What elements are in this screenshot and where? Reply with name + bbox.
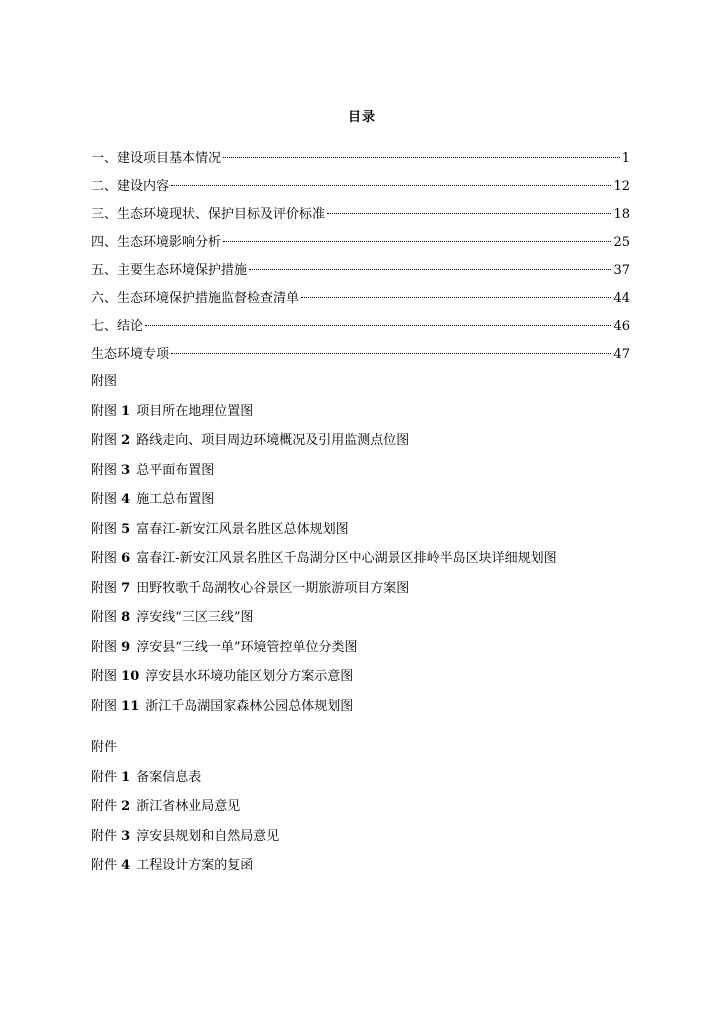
toc-leader-dots (171, 185, 611, 186)
attachment-item[interactable] (91, 827, 651, 857)
toc-entry[interactable] (91, 149, 630, 177)
toc-entry-page: 25 (613, 235, 630, 250)
figure-title: 施工总布置图 (136, 492, 215, 507)
toc-entry-label: 二、建设内容 (91, 179, 170, 194)
attachment-number: 1 (121, 769, 131, 785)
figure-number: 10 (121, 669, 140, 684)
figure-title: 淳安县“三线一单”环境管控单位分类图 (136, 639, 358, 655)
toc-leader-dots (223, 157, 620, 158)
attachment-item[interactable] (91, 856, 651, 886)
figure-item[interactable] (91, 549, 651, 579)
toc-leader-dots (145, 325, 611, 326)
figure-prefix: 附图 (91, 433, 118, 448)
toc-entry-page: 1 (621, 151, 630, 166)
figure-number: 8 (121, 610, 131, 625)
toc-leader-dots (301, 297, 611, 298)
toc-entry-label: 一、建设项目基本情况 (91, 151, 222, 166)
figure-title: 富春江-新安江风景名胜区千岛湖分区中心湖景区排岭半岛区块详细规划图 (136, 551, 557, 566)
attachment-item[interactable] (91, 797, 651, 827)
toc-entry-page: 18 (613, 207, 630, 222)
toc-entry[interactable] (91, 289, 630, 317)
figure-prefix: 附图 (91, 551, 118, 566)
toc-leader-dots (249, 269, 611, 270)
figure-prefix: 附图 (91, 492, 118, 507)
figure-prefix: 附图 (91, 580, 118, 596)
figure-title: 田野牧歌千岛湖牧心谷景区一期旅游项目方案图 (136, 580, 410, 596)
toc-entry-page: 37 (613, 263, 630, 278)
toc-leader-dots (223, 241, 611, 242)
attachment-item[interactable] (91, 768, 651, 798)
figure-prefix: 附图 (91, 462, 118, 478)
figure-title: 项目所在地理位置图 (136, 403, 254, 419)
figure-number: 11 (121, 698, 140, 714)
figure-item[interactable] (91, 697, 651, 727)
figure-number: 2 (121, 433, 131, 448)
figure-number: 5 (121, 521, 131, 537)
figure-item[interactable] (91, 667, 651, 697)
figure-prefix: 附图 (91, 521, 118, 537)
toc-entry-page: 12 (613, 179, 630, 194)
toc-entry-page: 44 (613, 291, 630, 306)
attachment-number: 4 (121, 858, 131, 873)
attachment-title: 浙江省林业局意见 (136, 799, 241, 814)
toc-entry[interactable] (91, 317, 630, 345)
toc-entry[interactable] (91, 205, 630, 233)
figure-title: 总平面布置图 (136, 462, 215, 478)
attachments-heading: 附件 (91, 740, 118, 755)
attachment-number: 3 (121, 828, 131, 844)
figure-number: 9 (121, 639, 131, 655)
attachment-title: 备案信息表 (136, 769, 202, 785)
figure-item[interactable] (91, 520, 651, 550)
figure-title: 淳安县水环境功能区划分方案示意图 (145, 669, 354, 684)
figure-title: 富春江-新安江风景名胜区总体规划图 (136, 521, 349, 537)
figure-item[interactable] (91, 461, 651, 491)
figure-prefix: 附图 (91, 403, 118, 419)
attachment-prefix: 附件 (91, 828, 118, 844)
attachment-prefix: 附件 (91, 799, 118, 814)
figure-item[interactable] (91, 490, 651, 520)
page-title: 目录 (347, 110, 376, 125)
figure-number: 7 (121, 580, 131, 596)
figure-prefix: 附图 (91, 698, 118, 714)
figure-prefix: 附图 (91, 610, 118, 625)
attachment-prefix: 附件 (91, 858, 118, 873)
figure-item[interactable] (91, 638, 651, 668)
toc-entry-label: 生态环境专项 (91, 347, 170, 362)
figure-title: 浙江千岛湖国家森林公园总体规划图 (145, 698, 354, 714)
toc-entry[interactable] (91, 261, 630, 289)
toc-entry[interactable] (91, 345, 630, 373)
attachment-prefix: 附件 (91, 769, 118, 785)
figure-item[interactable] (91, 579, 651, 609)
toc-entry-label: 三、生态环境现状、保护目标及评价标准 (91, 207, 326, 222)
table-of-contents (91, 149, 630, 373)
toc-entry-label: 七、结论 (91, 319, 144, 334)
figure-number: 6 (121, 551, 131, 566)
figures-heading: 附图 (91, 374, 118, 389)
figures-list (91, 372, 651, 726)
figure-title: 路线走向、项目周边环境概况及引用监测点位图 (136, 433, 410, 448)
toc-entry-page: 47 (613, 347, 630, 362)
toc-leader-dots (327, 213, 611, 214)
attachment-title: 淳安县规划和自然局意见 (136, 828, 280, 844)
figure-number: 3 (121, 462, 131, 478)
figure-prefix: 附图 (91, 639, 118, 655)
toc-entry[interactable] (91, 233, 630, 261)
toc-leader-dots (171, 353, 611, 354)
figure-prefix: 附图 (91, 669, 118, 684)
figure-item[interactable] (91, 402, 651, 432)
toc-entry[interactable] (91, 177, 630, 205)
attachments-list (91, 738, 651, 886)
attachment-number: 2 (121, 799, 131, 814)
figure-number: 4 (121, 492, 131, 507)
toc-entry-label: 六、生态环境保护措施监督检查清单 (91, 291, 300, 306)
toc-entry-label: 五、主要生态环境保护措施 (91, 263, 248, 278)
figure-number: 1 (121, 403, 131, 419)
figure-title: 淳安线“三区三线”图 (136, 610, 254, 625)
figure-item[interactable] (91, 431, 651, 461)
figure-item[interactable] (91, 608, 651, 638)
toc-entry-label: 四、生态环境影响分析 (91, 235, 222, 250)
attachment-title: 工程设计方案的复函 (136, 858, 254, 873)
toc-entry-page: 46 (613, 319, 630, 334)
